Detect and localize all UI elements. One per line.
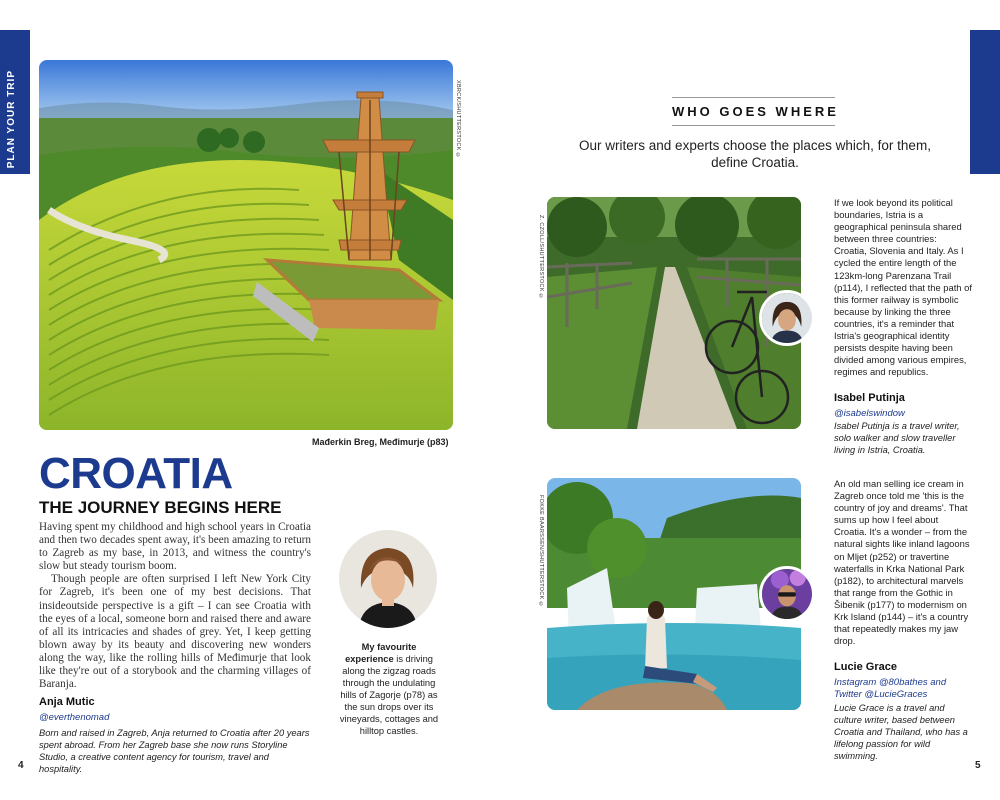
page-number-right: 5: [975, 760, 981, 771]
photo-caption: Mađerkin Breg, Međimurje (p83): [312, 437, 449, 447]
writer1-name: Isabel Putinja: [834, 392, 905, 404]
section-tab: [0, 30, 30, 174]
photo-credit-writer1: Z. CZOLL/SHUTTERSTOCK ©: [538, 215, 544, 300]
author-name: Anja Mutic: [39, 696, 95, 708]
writer2-name: Lucie Grace: [834, 661, 897, 673]
intro-body: [39, 521, 311, 691]
section-tab-label: PLAN YOUR TRIP: [6, 69, 17, 168]
author-bio: Born and raised in Zagreb, Anja returned to Croatia after 20 years spent abroad. From her Zagreb base she now runs Storyline Studio, a creative content agency for tourism, travel and hospitality.: [39, 728, 310, 774]
writer2-bio: Lucie Grace is a travel and culture writer, based between Croatia and Thailand, who has a lifelong passion for wild swimming.: [834, 703, 968, 761]
title-rule-top: [672, 97, 835, 98]
writer1-text: If we look beyond its political boundaries, Istria is a geographical peninsula shared between three countries: Croatia, Slovenia and Italy. As I cycled the entire length of the 123km-long Parenzana Trail (p114), I reflected that the path of this former railway is symbolic because by linking the three countries, it's a reminder that Istria's geographical identity persists despite having been divided among various empires, regimes and republics.: [834, 197, 972, 378]
page-number-left: 4: [18, 760, 24, 771]
writer2-text: An old man selling ice cream in Zagreb once told me 'this is the country of joy and dreams'. That sums up how I feel about Croatia. It's a wonder – from the natural sights like inland lagoons on Mljet (p252) or travertine waterfalls in Krka National Park (p182), to architectural marvels that range from the Gothic in Šibenik (p177) to modernism on Krk Island (p144) – it's a country that repeatedly makes my jaw drop.: [834, 478, 970, 647]
writer2-avatar: [759, 566, 815, 622]
hero-photo: [39, 60, 453, 430]
favourite-experience: [339, 641, 439, 737]
writer1-avatar: [759, 290, 815, 346]
section-title: WHO GOES WHERE: [672, 104, 839, 119]
intro-paragraph: Having spent my childhood and high school years in Croatia and then two decades spent away, it's been amazing to return to Zagreb as my base, in 2013, and witness the country's slow but steady tourism boom.: [39, 521, 311, 573]
writer1-bio: Isabel Putinja is a travel writer, solo walker and slow traveller living in Istria, Croatia.: [834, 421, 960, 455]
favourite-label: My favourite experience: [345, 642, 417, 664]
page-subtitle: THE JOURNEY BEGINS HERE: [39, 498, 282, 517]
author-handle[interactable]: @everthenomad: [39, 712, 110, 723]
author-avatar: [339, 530, 437, 628]
writer1-handle[interactable]: @isabelswindow: [834, 408, 905, 419]
title-rule-bottom: [672, 125, 835, 126]
photo-credit: XBRCK/SHUTTERSTOCK ©: [455, 80, 461, 159]
country-title: CROATIA: [39, 449, 233, 498]
favourite-text: is driving along the zigzag roads through the undulating hills of Zagorje (p78) as the sun drops over its vineyards, cottages and hilltop castles.: [339, 654, 439, 736]
section-subtitle: Our writers and experts choose the places which, for them, define Croatia.: [579, 138, 931, 170]
photo-credit-writer2: FOKKE BAARSSEN/SHUTTERSTOCK ©: [538, 495, 544, 608]
intro-paragraph: Though people are often surprised I left New York City for Zagreb, it's been one of my best decisions. That insideoutside perspective is a gift – I can see Croatia with the eyes of a local, someone born and raised there and aware of all its intricacies and shades of grey. Yet, I keep getting blown away by its beauty and discovering new wonders along the way, like the rolling hills of Međimurje that look like they're out of a storybook and the charming villages of Baranja.: [39, 573, 311, 691]
section-tab-right: [970, 30, 1000, 174]
writer2-handle[interactable]: Instagram @80bathes and Twitter @LucieGraces: [834, 677, 947, 700]
